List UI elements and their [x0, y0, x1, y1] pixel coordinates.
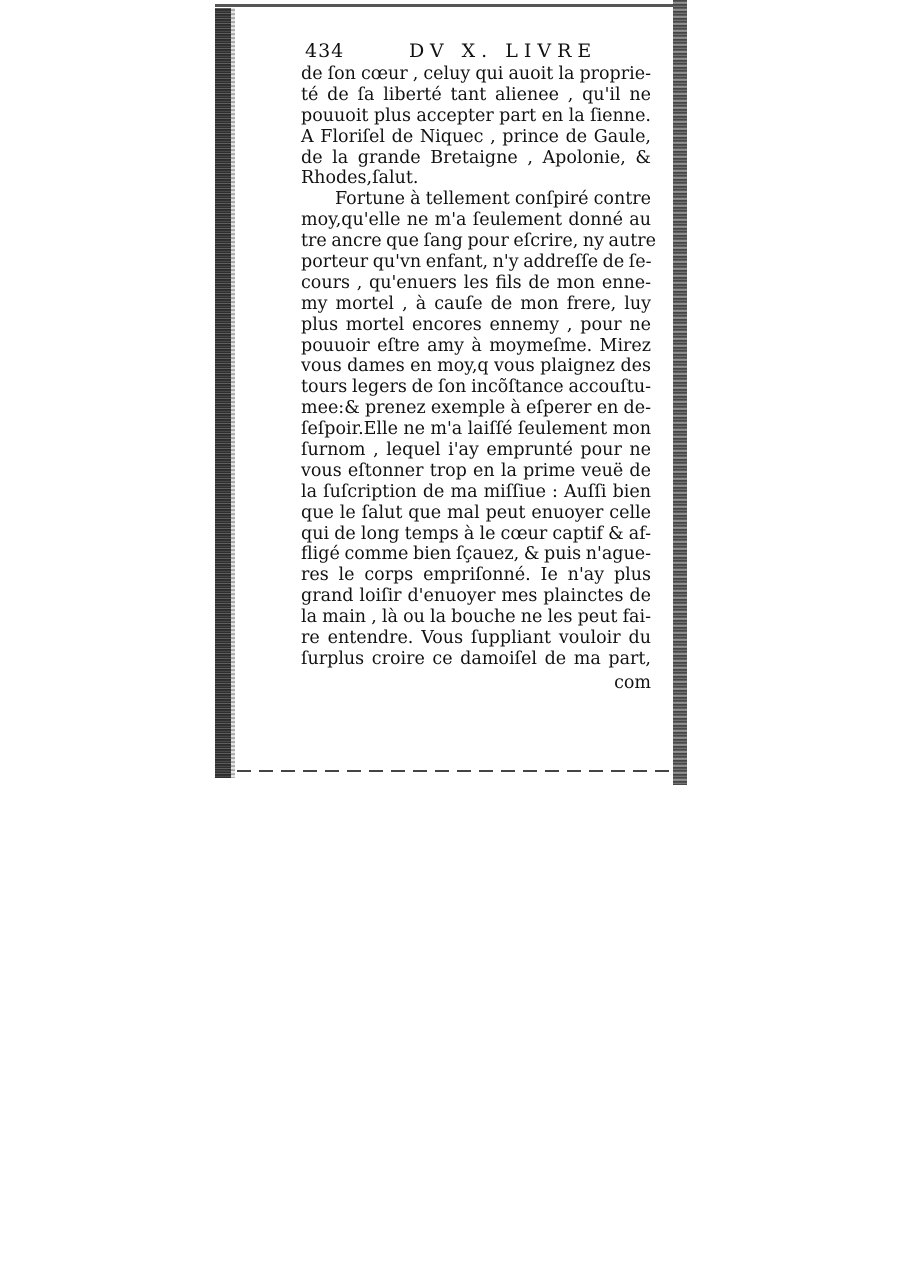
text-line: my mortel , à cauſe de mon frere, luy: [301, 293, 651, 314]
text-line: porteur qu'vn enfant, n'y addreſſe de ſe-: [301, 252, 652, 273]
binding-shadow-left: [215, 8, 231, 778]
page-number: 434: [305, 40, 345, 62]
text-line: qui de long temps à le cœur captif & af-: [301, 523, 651, 544]
text-line: Rhodes,ſalut.: [301, 168, 419, 189]
text-line: A Floriſel de Niquec , prince de Gaule,: [301, 126, 651, 147]
page-top-edge: [215, 4, 673, 7]
body-text: [301, 64, 657, 670]
text-line: fligé comme bien ſçauez, & puis n'ague-: [301, 544, 651, 565]
text-line: ſurplus croire ce damoiſel de ma part,: [301, 648, 651, 669]
text-line: plus mortel encores ennemy , pour ne: [301, 314, 651, 335]
text-line: vous dames en moy,q vous plaignez des: [301, 356, 651, 377]
text-line: mee:& prenez exemple à eſperer en de-: [301, 398, 651, 419]
text-line: de ſon cœur , celuy qui auoit la proprie-: [301, 64, 651, 84]
text-line: la ſuſcription de ma miſſiue : Auſſi bien: [301, 481, 651, 502]
text-line: ſurnom , lequel i'ay emprunté pour ne: [301, 440, 651, 461]
text-line: moy,qu'elle ne m'a ſeulement donné au: [301, 210, 651, 231]
text-line: pouuoir eſtre amy à moymeſme. Mirez: [301, 335, 651, 356]
running-head: DV X. LIVRE: [409, 40, 598, 62]
text-line: ſeſpoir.Elle ne m'a laiſſé ſeulement mon: [301, 419, 651, 440]
text-line: tre ancre que ſang pour eſcrire, ny autre: [301, 231, 657, 252]
page-content: [301, 38, 657, 694]
text-line: cours , qu'enuers les fils de mon enne-: [301, 272, 651, 293]
page-header: [301, 38, 651, 64]
text-line: pouuoit plus accepter part en la ſienne.: [301, 105, 651, 126]
text-line: la main , là ou la bouche ne les peut fai-: [301, 607, 651, 628]
scanned-book-page: [215, 0, 687, 785]
page-edge-right: [673, 0, 687, 785]
text-line: Fortune à tellement conſpiré contre: [335, 189, 651, 210]
text-line: res le corps empriſonné. Ie n'ay plus: [301, 565, 651, 586]
text-line: de la grande Bretaigne , Apolonie, &: [301, 147, 651, 168]
text-line: té de ſa liberté tant alienee , qu'il ne: [301, 84, 651, 105]
catchword: com: [614, 672, 651, 693]
text-line: re entendre. Vous ſuppliant vouloir du: [301, 628, 651, 649]
text-line: que le ſalut que mal peut enuoyer celle: [301, 502, 651, 523]
text-line: tours legers de ſon incõſtance accouſtu-: [301, 377, 651, 398]
page-bottom-edge: [215, 770, 673, 772]
text-line: vous eſtonner trop en la prime veuë de: [301, 460, 651, 481]
text-line: grand loiſir d'enuoyer mes plainctes de: [301, 586, 651, 607]
